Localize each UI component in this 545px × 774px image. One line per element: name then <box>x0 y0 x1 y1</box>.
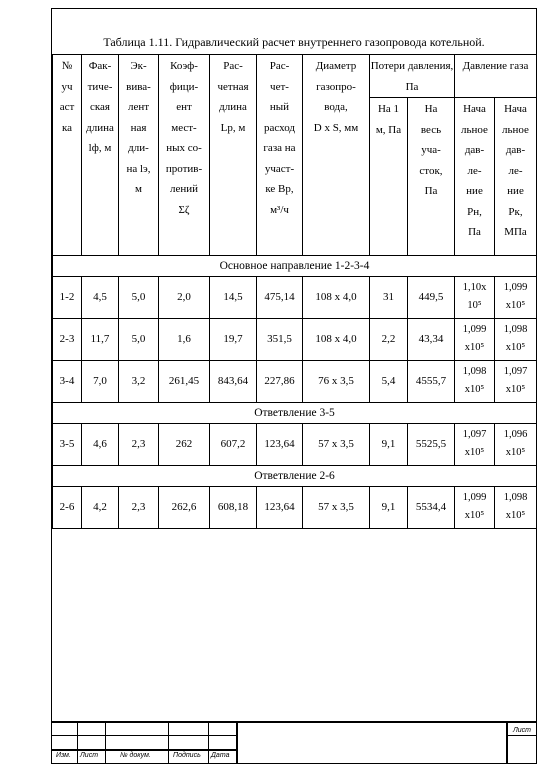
cell-equiv-length: 5,0 <box>119 318 159 360</box>
section-row <box>53 255 537 276</box>
table-row <box>53 486 537 528</box>
cell-pressure-start: 1,099 х10⁵ <box>455 318 495 360</box>
cell-loss-per-meter: 9,1 <box>370 486 408 528</box>
cell-loss-total: 5534,4 <box>408 486 455 528</box>
stamp-label-izm: Изм. <box>56 752 71 759</box>
cell-loss-total: 43,34 <box>408 318 455 360</box>
cell-pressure-start: 1,10х 10⁵ <box>455 276 495 318</box>
cell-fact-length: 11,7 <box>82 318 119 360</box>
cell-fact-length: 4,6 <box>82 423 119 465</box>
cell-pressure-start: 1,098 х10⁵ <box>455 360 495 402</box>
cell-calc-flow: 123,64 <box>257 423 303 465</box>
cell-calc-length: 607,2 <box>210 423 257 465</box>
header-fact-length: Фак- тиче- ская длина lф, м <box>82 55 119 256</box>
cell-calc-flow: 227,86 <box>257 360 303 402</box>
header-calc-flow: Рас- чет- ный расход газа на участ- ке Вр, м³/ч <box>257 55 303 256</box>
cell-calc-length: 19,7 <box>210 318 257 360</box>
cell-diameter: 76 х 3,5 <box>303 360 370 402</box>
cell-pressure-end: 1,096 х10⁵ <box>495 423 537 465</box>
header-row <box>53 55 537 98</box>
cell-coefficient: 2,0 <box>159 276 210 318</box>
table-title: Таблица 1.11. Гидравлический расчет внутреннего газопровода котельной. <box>103 35 485 49</box>
cell-diameter: 108 х 4,0 <box>303 276 370 318</box>
cell-calc-flow: 351,5 <box>257 318 303 360</box>
header-diameter: Диаметр газопро- вода, D x S, мм <box>303 55 370 256</box>
cell-equiv-length: 3,2 <box>119 360 159 402</box>
cell-pressure-end: 1,098 х10⁵ <box>495 486 537 528</box>
header-loss-per-meter: На 1 м, Па <box>370 98 408 256</box>
cell-loss-per-meter: 31 <box>370 276 408 318</box>
cell-calc-length: 608,18 <box>210 486 257 528</box>
stamp-sheet-label: Лист <box>512 727 531 734</box>
cell-fact-length: 4,2 <box>82 486 119 528</box>
cell-calc-length: 843,64 <box>210 360 257 402</box>
cell-loss-per-meter: 2,2 <box>370 318 408 360</box>
cell-pressure-end: 1,098 х10⁵ <box>495 318 537 360</box>
table-row <box>53 318 537 360</box>
cell-coefficient: 262 <box>159 423 210 465</box>
header-calc-length: Рас- четная длина Lр, м <box>210 55 257 256</box>
cell-fact-length: 4,5 <box>82 276 119 318</box>
header-equiv-length: Эк- вива- лент ная дли- на lэ, м <box>119 55 159 256</box>
cell-equiv-length: 2,3 <box>119 486 159 528</box>
cell-diameter: 108 х 4,0 <box>303 318 370 360</box>
section-row <box>53 402 537 423</box>
cell-section-num: 2-3 <box>53 318 82 360</box>
cell-loss-per-meter: 9,1 <box>370 423 408 465</box>
cell-fact-length: 7,0 <box>82 360 119 402</box>
cell-equiv-length: 2,3 <box>119 423 159 465</box>
header-loss-total: На весь уча- сток, Па <box>408 98 455 256</box>
header-pressure-start: Нача льное дав- ле- ние Рн, Па <box>455 98 495 256</box>
stamp-label-list: Лист <box>80 752 99 759</box>
cell-pressure-end: 1,097 х10⁵ <box>495 360 537 402</box>
cell-loss-total: 449,5 <box>408 276 455 318</box>
cell-section-num: 3-5 <box>53 423 82 465</box>
cell-pressure-end: 1,099 х10⁵ <box>495 276 537 318</box>
table-row <box>53 360 537 402</box>
cell-diameter: 57 х 3,5 <box>303 486 370 528</box>
cell-pressure-start: 1,097 х10⁵ <box>455 423 495 465</box>
cell-coefficient: 1,6 <box>159 318 210 360</box>
cell-section-num: 1-2 <box>53 276 82 318</box>
cell-section-num: 3-4 <box>53 360 82 402</box>
stamp-label-sign: Подпись <box>173 752 201 759</box>
header-pressure-end: Нача льное дав- ле- ние Рк, МПа <box>495 98 537 256</box>
section-label: Основное направление 1-2-3-4 <box>53 255 537 276</box>
cell-section-num: 2-6 <box>53 486 82 528</box>
section-row <box>53 465 537 486</box>
table-row <box>53 276 537 318</box>
header-num: № уч аст ка <box>53 55 82 256</box>
stamp-label-doc: № докум. <box>120 752 151 759</box>
cell-loss-per-meter: 5,4 <box>370 360 408 402</box>
cell-calc-flow: 475,14 <box>257 276 303 318</box>
title-block-stamp <box>51 721 537 764</box>
header-losses: Потери давления, Па <box>370 55 455 98</box>
header-pressure: Давление газа <box>455 55 537 98</box>
stamp-label-date: Дата <box>211 752 230 759</box>
cell-pressure-start: 1,099 х10⁵ <box>455 486 495 528</box>
section-label: Ответвление 3-5 <box>53 402 537 423</box>
cell-coefficient: 261,45 <box>159 360 210 402</box>
header-coefficient: Коэф- фици- ент мест- ных со- против- лений Σζ <box>159 55 210 256</box>
table-row <box>53 423 537 465</box>
cell-calc-length: 14,5 <box>210 276 257 318</box>
cell-equiv-length: 5,0 <box>119 276 159 318</box>
blank-area <box>53 528 537 529</box>
cell-diameter: 57 х 3,5 <box>303 423 370 465</box>
cell-coefficient: 262,6 <box>159 486 210 528</box>
blank-area-row <box>53 528 537 529</box>
cell-loss-total: 5525,5 <box>408 423 455 465</box>
hydraulic-calc-table <box>52 54 537 529</box>
cell-calc-flow: 123,64 <box>257 486 303 528</box>
section-label: Ответвление 2-6 <box>53 465 537 486</box>
cell-loss-total: 4555,7 <box>408 360 455 402</box>
